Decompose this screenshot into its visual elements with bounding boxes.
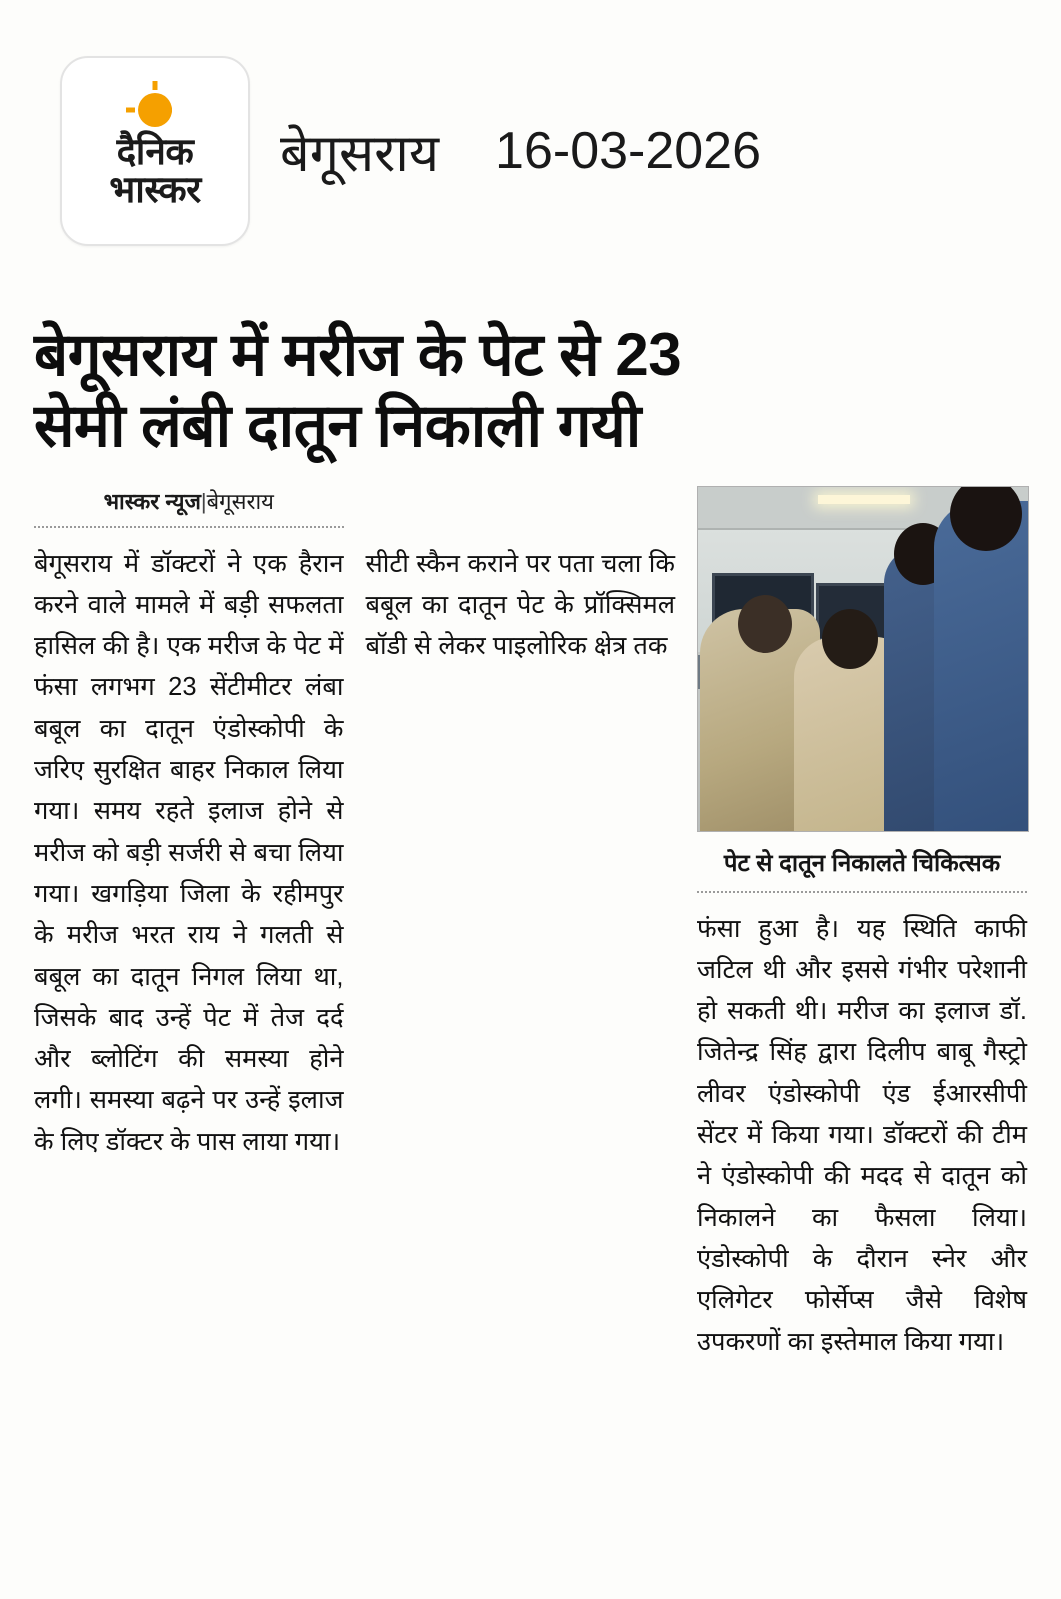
headline-line-2: सेमी लंबी दातून निकाली गयी bbox=[34, 391, 641, 459]
byline-source: भास्कर न्यूज bbox=[103, 488, 201, 514]
logo-line-1: दैनिक bbox=[116, 130, 194, 172]
doctors-performing-endoscopy-photo bbox=[697, 486, 1029, 832]
byline bbox=[34, 486, 344, 522]
paragraph: सीटी स्कैन कराने पर पता चला कि बबूल का दातून पेट के प्रॉक्सिमल बॉडी से लेकर पाइलोरिक क्षेत्र तक bbox=[365, 549, 675, 661]
paragraph: बेगूसराय में डॉक्टरों ने एक हैरान करने वाले मामले में बड़ी सफलता हासिल की है। एक मरीज के पेट में फंसा लगभग 23 सेंटीमीटर लंबा बबूल का दातून एंडोस्कोपी के जरिए सुरक्षित बाहर निकाल लिया गया। समय रहते इलाज होने से मरीज को बड़ी सर्जरी से बचा लिया गया। खगड़िया जिला के रहीमपुर के मरीज भरत राय ने गलती से बबूल का दातून निगल लिया था, जिसके बाद उन्हें पेट में तेज दर्द और ब्लोटिंग की समस्या होने लगी। समस्या बढ़ने पर उन्हें इलाज के लिए डॉक्टर के पास लाया गया। bbox=[34, 549, 344, 1156]
divider bbox=[34, 526, 344, 528]
photo-caption: पेट से दातून निकालते चिकित्सक bbox=[723, 849, 1001, 877]
headline-line-1: बेगूसराय में मरीज के पेट से 23 bbox=[34, 321, 682, 388]
divider bbox=[697, 891, 1027, 893]
article-body bbox=[34, 486, 1027, 1363]
column-left bbox=[34, 486, 344, 1363]
page-title bbox=[34, 320, 1027, 462]
logo-line-2: भास्कर bbox=[109, 169, 201, 210]
column-middle bbox=[366, 486, 676, 1363]
edition-date: 16-03-2026 bbox=[495, 122, 762, 180]
column-right bbox=[697, 486, 1027, 1363]
dainik-bhaskar-logo bbox=[60, 56, 250, 246]
photo-block bbox=[697, 486, 1027, 893]
byline-separator: | bbox=[200, 488, 207, 514]
byline-place: बेगूसराय bbox=[206, 488, 274, 514]
masthead bbox=[0, 0, 1061, 246]
paragraph: फंसा हुआ है। यह स्थिति काफी जटिल थी और इससे गंभीर परेशानी हो सकती थी। मरीज का इलाज डॉ. जितेन्द्र सिंह द्वारा दिलीप बाबू गैस्ट्रो लीवर एंडोस्कोपी एंड ईआरसीपी सेंटर में किया गया। डॉक्टरों की टीम ने एंडोस्कोपी की मदद से दातून को निकालने का फैसला लिया। एंडोस्कोपी के दौरान स्नेर और एलिगेटर फोर्सेप्स जैसे विशेष उपकरणों का इस्तेमाल किया गया। bbox=[697, 914, 1027, 1356]
sun-icon bbox=[138, 93, 172, 127]
edition-name: बेगूसराय bbox=[280, 124, 440, 183]
